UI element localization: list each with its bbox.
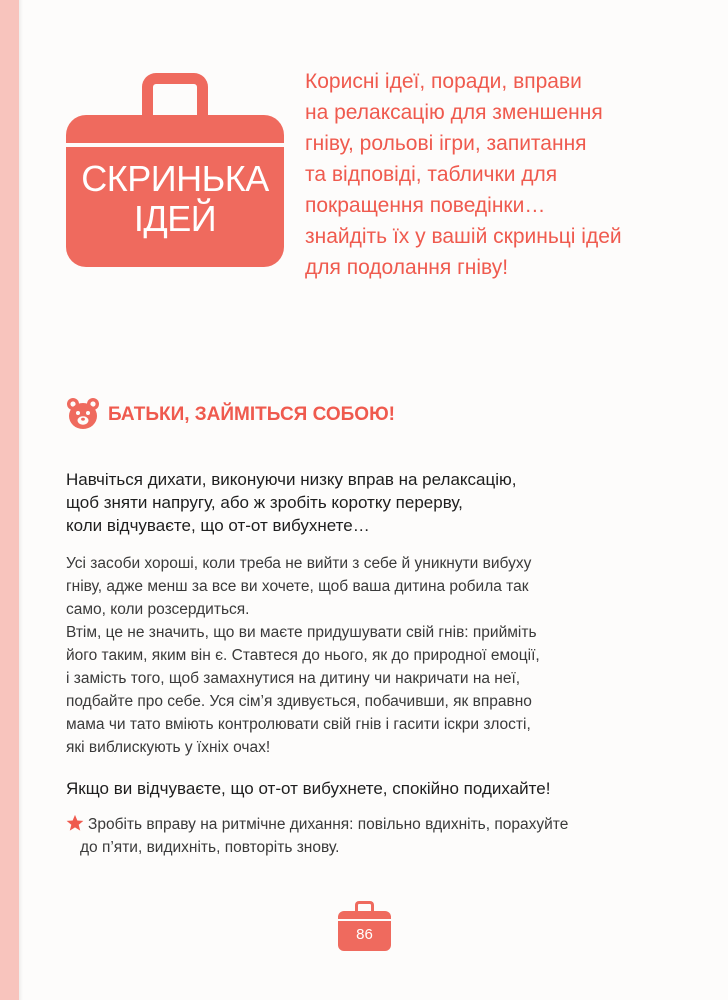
body-line: і замість того, щоб замахнутися на дитину чи накричати на неї, — [66, 670, 521, 687]
body-line: Усі засоби хороші, коли треба не вийти з себе й уникнути вибуху — [66, 555, 532, 572]
logo-title-line-2: ІДЕЙ — [133, 198, 217, 239]
side-stripe — [0, 0, 19, 1000]
bullet-line: до п’яти, видихніть, повторіть знову. — [80, 839, 340, 856]
briefcase-divider — [66, 143, 284, 147]
intro-line: покращення поведінки… — [305, 194, 546, 217]
badge-divider — [338, 919, 391, 921]
page-number: 86 — [356, 926, 373, 943]
badge-body — [338, 911, 391, 951]
section-title: БАТЬКИ, ЗАЙМІТЬСЯ СОБОЮ! — [108, 404, 395, 425]
logo-title-line-1: СКРИНЬКА — [81, 158, 269, 199]
bullet-line: Зробіть вправу на ритмічне дихання: повільно вдихніть, порахуйте — [88, 816, 569, 833]
intro-line: для подолання гніву! — [305, 256, 509, 279]
body-line: подбайте про себе. Уся сім’я здивується, побачивши, як вправно — [66, 693, 532, 710]
logo-title — [66, 159, 284, 239]
intro-line: та відповіді, таблички для — [305, 163, 558, 186]
lead-paragraph — [66, 468, 646, 537]
bullet-item — [66, 813, 666, 859]
bullet-text — [80, 813, 666, 859]
body-line: само, коли розсердиться. — [66, 601, 250, 618]
briefcase-body — [66, 115, 284, 267]
body-line: які виблискують у їхніх очах! — [66, 739, 271, 756]
lead-line: коли відчуваєте, що от-от вибухнете… — [66, 516, 370, 535]
star-icon — [66, 814, 84, 832]
intro-text — [305, 66, 675, 283]
section-header — [66, 395, 486, 435]
body-line: мама чи тато вміють контролювати свій гнів і гасити іскри злості, — [66, 716, 531, 733]
subheading: Якщо ви відчуваєте, що от-от вибухнете, спокійно подихайте! — [66, 779, 551, 798]
intro-line: гніву, рольові ігри, запитання — [305, 132, 587, 155]
intro-line: знайдіть їх у вашій скриньці ідей — [305, 225, 622, 248]
briefcase-logo — [66, 73, 284, 267]
lead-line: Навчіться дихати, виконуючи низку вправ на релаксацію, — [66, 470, 517, 489]
lead-line: щоб зняти напругу, або ж зробіть коротку перерву, — [66, 493, 463, 512]
page-number-badge — [338, 901, 391, 951]
body-line: Втім, це не значить, що ви маєте придушувати свій гнів: прийміть — [66, 624, 537, 641]
bear-icon — [66, 397, 100, 431]
body-line: гніву, адже менш за все ви хочете, щоб ваша дитина робила так — [66, 578, 529, 595]
body-paragraph — [66, 552, 646, 759]
page-edge-shadow — [19, 0, 23, 1000]
body-line: його таким, яким він є. Ставтеся до нього, як до природної емоції, — [66, 647, 540, 664]
intro-line: на релаксацію для зменшення — [305, 101, 603, 124]
intro-line: Корисні ідеї, поради, вправи — [305, 70, 582, 93]
